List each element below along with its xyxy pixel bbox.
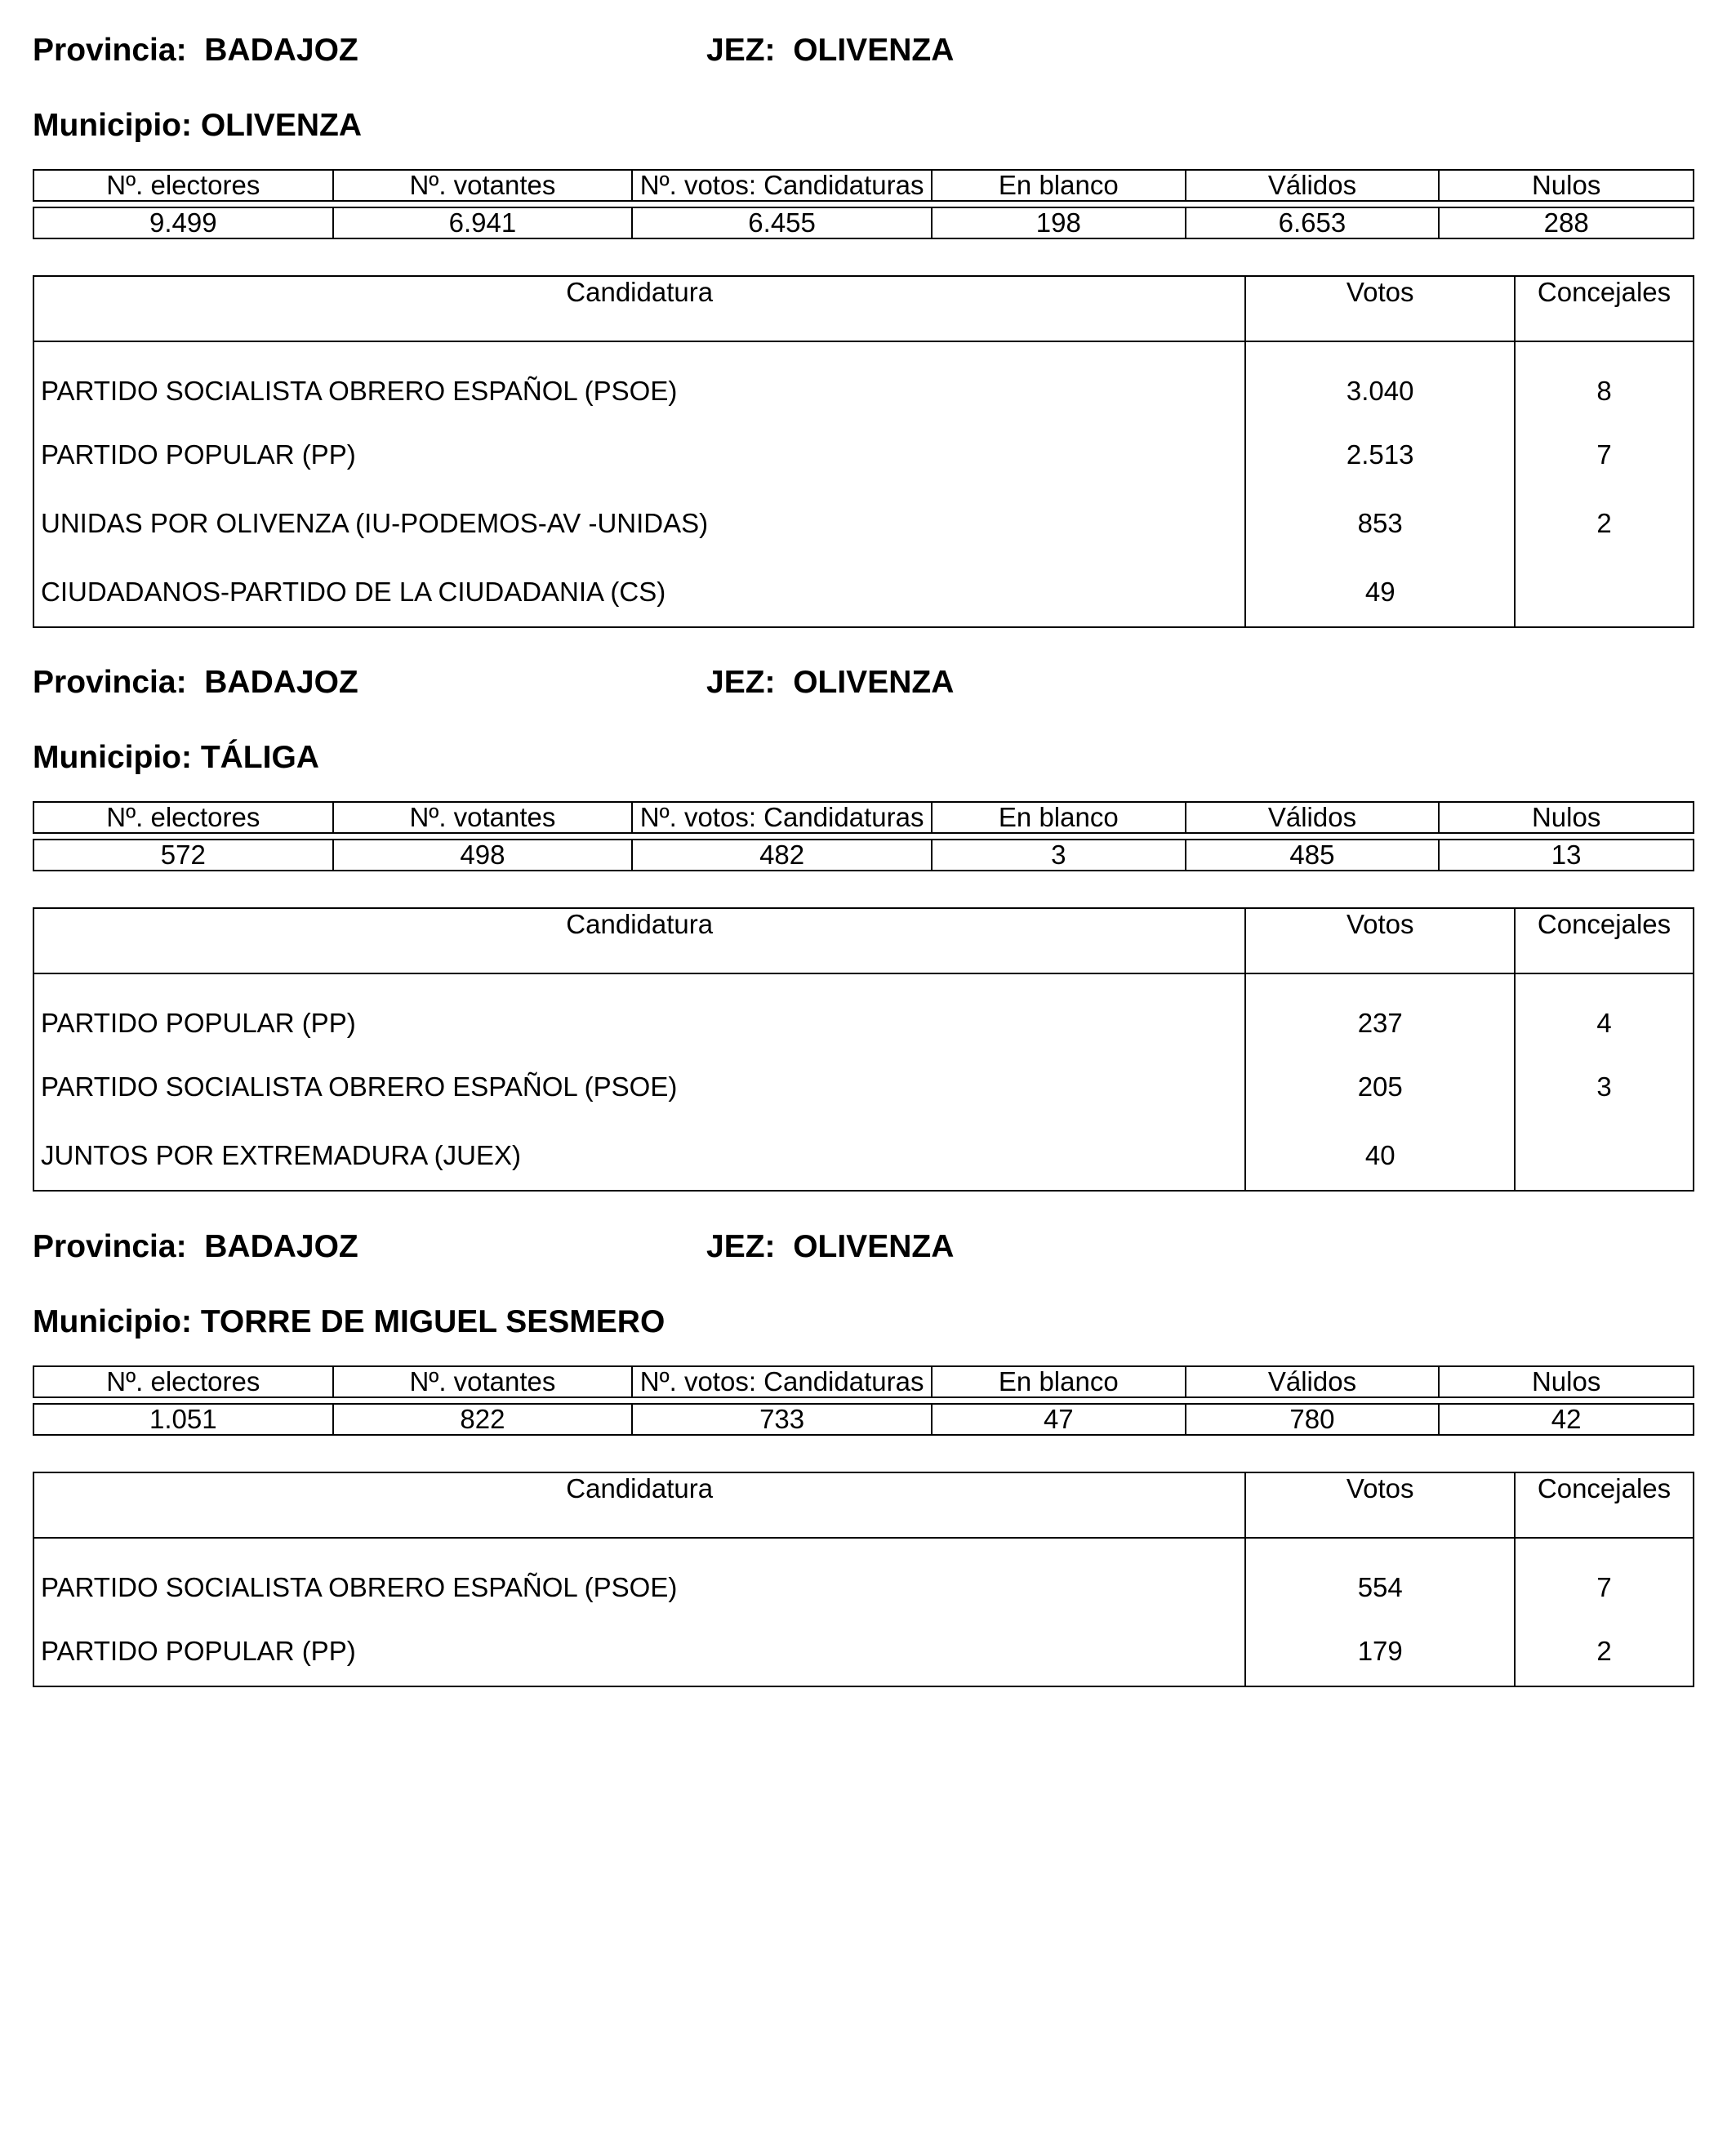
summary-header-cell: Válidos — [1186, 170, 1440, 201]
votos-cell: 853 — [1245, 489, 1515, 558]
summary-value-cell: 288 — [1439, 207, 1694, 238]
summary-header-cell: Nº. votantes — [333, 170, 633, 201]
summary-table — [33, 169, 1694, 239]
summary-value-cell: 822 — [333, 1404, 633, 1435]
summary-header-row — [33, 170, 1694, 201]
summary-header-cell: Nulos — [1439, 802, 1694, 833]
summary-table — [33, 801, 1694, 871]
candidatura-cell: UNIDAS POR OLIVENZA (IU-PODEMOS-AV -UNIDAS) — [33, 489, 1245, 558]
votos-cell: 554 — [1245, 1538, 1515, 1617]
votos-header: Votos — [1245, 908, 1515, 973]
summary-value-row — [33, 1404, 1694, 1435]
concejales-cell: 8 — [1515, 341, 1694, 421]
jez-heading: JEZ: OLIVENZA — [706, 1229, 955, 1264]
summary-header-cell: Nulos — [1439, 1366, 1694, 1397]
summary-value-cell: 1.051 — [33, 1404, 333, 1435]
summary-value-row — [33, 207, 1694, 238]
candidatura-cell: PARTIDO SOCIALISTA OBRERO ESPAÑOL (PSOE) — [33, 1538, 1245, 1617]
provincia-heading: Provincia: BADAJOZ — [33, 665, 358, 700]
candidatura-header: Candidatura — [33, 1472, 1245, 1538]
votos-cell: 205 — [1245, 1053, 1515, 1121]
candidatura-cell: JUNTOS POR EXTREMADURA (JUEX) — [33, 1121, 1245, 1191]
summary-header-cell: Nº. votantes — [333, 1366, 633, 1397]
concejales-cell — [1515, 558, 1694, 627]
votos-cell: 237 — [1245, 973, 1515, 1053]
results-table — [33, 1472, 1694, 1687]
summary-header-cell: En blanco — [932, 1366, 1186, 1397]
candidatura-cell: PARTIDO POPULAR (PP) — [33, 1617, 1245, 1686]
concejales-header: Concejales — [1515, 276, 1694, 341]
concejales-cell: 2 — [1515, 1617, 1694, 1686]
concejales-cell — [1515, 1121, 1694, 1191]
candidatura-cell: PARTIDO POPULAR (PP) — [33, 421, 1245, 489]
summary-value-cell: 6.653 — [1186, 207, 1440, 238]
votos-header: Votos — [1245, 1472, 1515, 1538]
summary-header-cell: Nº. votos: Candidaturas — [632, 1366, 932, 1397]
jez-heading: JEZ: OLIVENZA — [706, 665, 955, 700]
results-header-row — [33, 276, 1694, 341]
municipio-heading: Municipio: OLIVENZA — [33, 108, 362, 143]
summary-value-cell: 47 — [932, 1404, 1186, 1435]
table-row — [33, 341, 1694, 421]
table-row — [33, 973, 1694, 1053]
concejales-cell: 7 — [1515, 1538, 1694, 1617]
summary-value-cell: 485 — [1186, 840, 1440, 871]
summary-header-cell: Válidos — [1186, 802, 1440, 833]
votos-cell: 49 — [1245, 558, 1515, 627]
summary-value-cell: 6.455 — [632, 207, 932, 238]
summary-header-row — [33, 802, 1694, 833]
concejales-cell: 2 — [1515, 489, 1694, 558]
candidatura-cell: CIUDADANOS-PARTIDO DE LA CIUDADANIA (CS) — [33, 558, 1245, 627]
summary-header-row — [33, 1366, 1694, 1397]
summary-header-cell: En blanco — [932, 802, 1186, 833]
table-row — [33, 1053, 1694, 1121]
municipio-heading: Municipio: TÁLIGA — [33, 740, 319, 775]
concejales-header: Concejales — [1515, 1472, 1694, 1538]
jez-heading: JEZ: OLIVENZA — [706, 33, 955, 68]
votos-header: Votos — [1245, 276, 1515, 341]
summary-value-row — [33, 840, 1694, 871]
summary-header-cell: Nº. votos: Candidaturas — [632, 170, 932, 201]
summary-value-cell: 572 — [33, 840, 333, 871]
table-row — [33, 489, 1694, 558]
municipio-heading: Municipio: TORRE DE MIGUEL SESMERO — [33, 1304, 665, 1339]
summary-header-cell: Nº. electores — [33, 802, 333, 833]
summary-value-cell: 733 — [632, 1404, 932, 1435]
summary-value-cell: 482 — [632, 840, 932, 871]
concejales-cell: 4 — [1515, 973, 1694, 1053]
table-row — [33, 1121, 1694, 1191]
candidatura-cell: PARTIDO POPULAR (PP) — [33, 973, 1245, 1053]
summary-value-cell: 498 — [333, 840, 633, 871]
concejales-header: Concejales — [1515, 908, 1694, 973]
table-row — [33, 1538, 1694, 1617]
summary-header-cell: Nº. votos: Candidaturas — [632, 802, 932, 833]
table-row — [33, 558, 1694, 627]
summary-header-cell: En blanco — [932, 170, 1186, 201]
summary-value-cell: 780 — [1186, 1404, 1440, 1435]
table-row — [33, 421, 1694, 489]
summary-value-cell: 9.499 — [33, 207, 333, 238]
results-table — [33, 275, 1694, 628]
summary-header-cell: Válidos — [1186, 1366, 1440, 1397]
results-table — [33, 907, 1694, 1192]
candidatura-cell: PARTIDO SOCIALISTA OBRERO ESPAÑOL (PSOE) — [33, 1053, 1245, 1121]
summary-header-cell: Nº. votantes — [333, 802, 633, 833]
summary-header-cell: Nulos — [1439, 170, 1694, 201]
results-header-row — [33, 1472, 1694, 1538]
summary-table — [33, 1365, 1694, 1436]
votos-cell: 179 — [1245, 1617, 1515, 1686]
results-header-row — [33, 908, 1694, 973]
votos-cell: 2.513 — [1245, 421, 1515, 489]
summary-header-cell: Nº. electores — [33, 1366, 333, 1397]
table-row — [33, 1617, 1694, 1686]
summary-value-cell: 13 — [1439, 840, 1694, 871]
votos-cell: 3.040 — [1245, 341, 1515, 421]
candidatura-header: Candidatura — [33, 908, 1245, 973]
summary-value-cell: 42 — [1439, 1404, 1694, 1435]
provincia-heading: Provincia: BADAJOZ — [33, 33, 358, 68]
concejales-cell: 7 — [1515, 421, 1694, 489]
summary-value-cell: 6.941 — [333, 207, 633, 238]
provincia-heading: Provincia: BADAJOZ — [33, 1229, 358, 1264]
summary-value-cell: 198 — [932, 207, 1186, 238]
votos-cell: 40 — [1245, 1121, 1515, 1191]
summary-header-cell: Nº. electores — [33, 170, 333, 201]
candidatura-cell: PARTIDO SOCIALISTA OBRERO ESPAÑOL (PSOE) — [33, 341, 1245, 421]
summary-value-cell: 3 — [932, 840, 1186, 871]
candidatura-header: Candidatura — [33, 276, 1245, 341]
concejales-cell: 3 — [1515, 1053, 1694, 1121]
